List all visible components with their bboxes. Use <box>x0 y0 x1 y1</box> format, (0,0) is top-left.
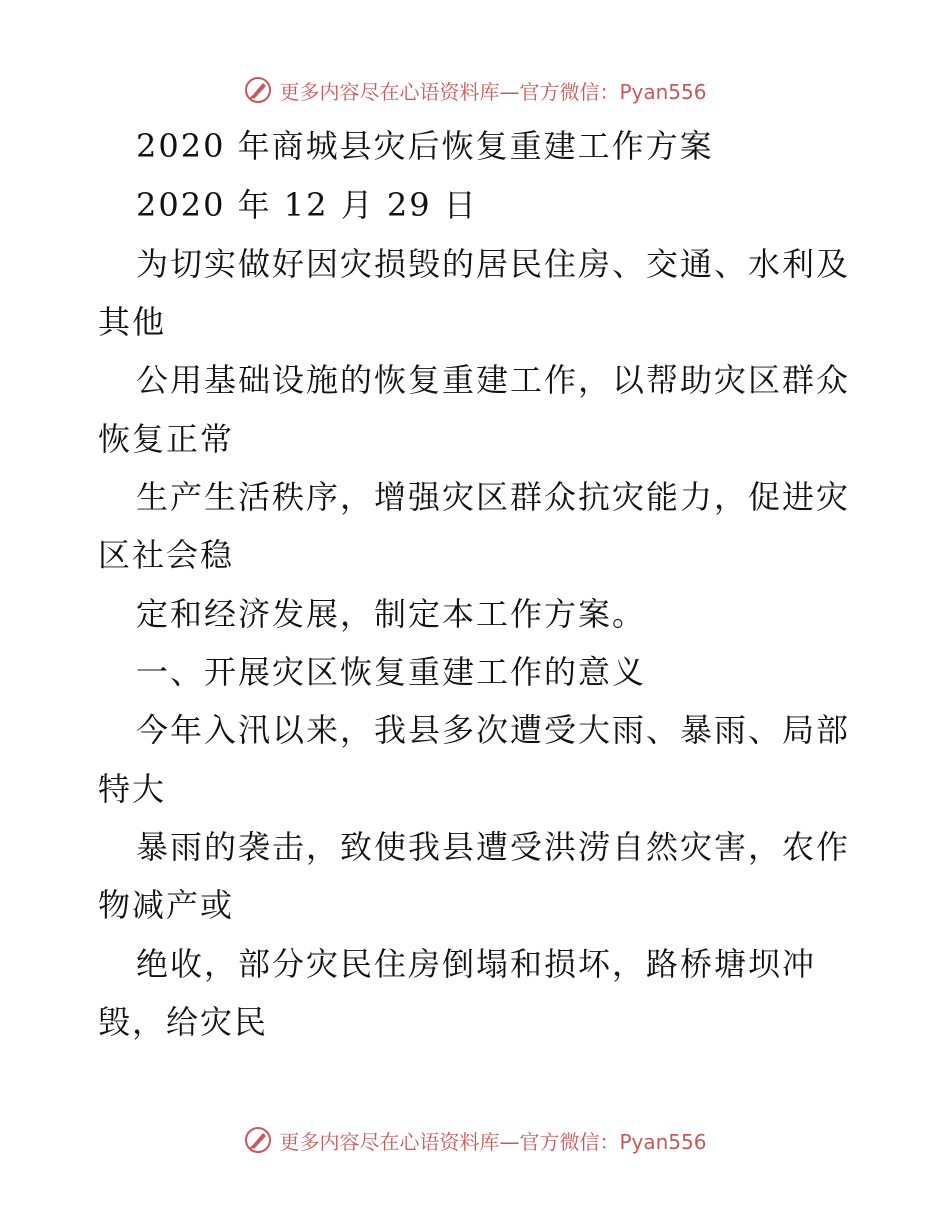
paragraph-line: 生产生活秩序，增强灾区群众抗灾能力，促进灾 <box>136 478 851 516</box>
paragraph-line: 暴雨的袭击，致使我县遭受洪涝自然灾害，农作 <box>136 828 851 866</box>
banner-separator: — <box>499 1129 520 1154</box>
paragraph-line: 绝收，部分灾民住房倒塌和损坏，路桥塘坝冲 <box>136 945 817 983</box>
paragraph-line: 定和经济发展，制定本工作方案。 <box>136 595 647 633</box>
banner-text <box>279 1126 706 1155</box>
brand-text: 更多内容尽在心语资料库 <box>279 1129 500 1154</box>
paragraph-line: 公用基础设施的恢复重建工作，以帮助灾区群众 <box>136 361 851 399</box>
paragraph-line: 其他 <box>98 303 167 341</box>
document-date: 2020 年 12 月 29 日 <box>136 186 478 224</box>
paragraph-line: 今年入汛以来，我县多次遭受大雨、暴雨、局部 <box>136 711 851 749</box>
brand-text: 更多内容尽在心语资料库 <box>279 79 500 104</box>
document-title: 2020 年商城县灾后恢复重建工作方案 <box>136 127 714 165</box>
wechat-contact-text: 官方微信：Pyan556 <box>519 79 707 104</box>
paragraph-line: 毁，给灾民 <box>98 1003 269 1041</box>
wechat-contact-text: 官方微信：Pyan556 <box>519 1129 707 1154</box>
paragraph-line: 物减产或 <box>98 886 235 924</box>
paragraph-line: 为切实做好因灾损毁的居民住房、交通、水利及 <box>136 245 851 283</box>
paragraph-line: 恢复正常 <box>98 420 235 458</box>
banner-separator: — <box>499 79 520 104</box>
section-heading: 一、开展灾区恢复重建工作的意义 <box>136 653 647 691</box>
paragraph-line: 特大 <box>98 770 167 808</box>
footer-watermark-banner <box>0 1122 950 1158</box>
paragraph-line: 区社会稳 <box>98 536 235 574</box>
quill-pen-logo-icon <box>243 1125 273 1155</box>
